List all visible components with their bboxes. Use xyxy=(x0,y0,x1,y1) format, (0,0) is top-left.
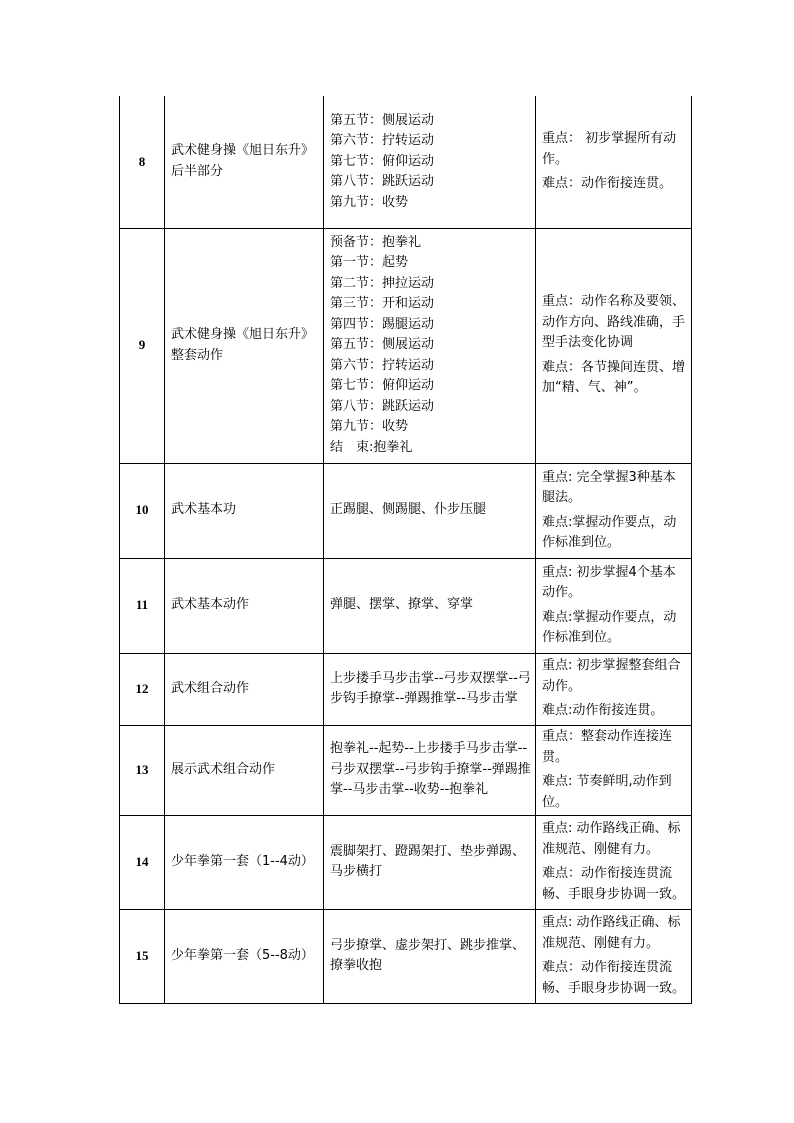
lesson-title: 武术基本动作 xyxy=(165,558,324,653)
content-line: 弹腿、摆掌、撩掌、穿掌 xyxy=(330,597,474,613)
lesson-content xyxy=(324,96,536,228)
content-line: 第七节：俯仰运动 xyxy=(330,378,435,394)
lesson-title: 展示武术组合动作 xyxy=(165,725,324,815)
content-line: 抱拳礼--起势--上步搂手马步击掌--弓步双摆掌--弓步钩手撩掌--弹踢推掌--马步击掌--收势--抱拳礼 xyxy=(330,741,531,798)
content-line: 第九节：收势 xyxy=(330,419,409,435)
lesson-number: 11 xyxy=(120,558,165,653)
content-line: 第九节：收势 xyxy=(330,194,409,210)
difficulty-point: 难点:掌握动作要点，动作标准到位。 xyxy=(542,514,677,550)
content-line: 第六节：拧转运动 xyxy=(330,133,435,148)
content-line: 震脚架打、蹬踢架打、垫步弹踢、马步横打 xyxy=(330,843,526,879)
lesson-focus xyxy=(536,96,692,228)
difficulty-point: 难点：各节操间连贯、增加“精、气、神”。 xyxy=(542,359,686,396)
key-point: 重点: 初步掌握4个基本动作。 xyxy=(542,564,676,600)
content-line: 第一节：起势 xyxy=(330,255,409,271)
key-point: 重点： 初步掌握所有动作。 xyxy=(542,131,677,167)
table-row xyxy=(120,228,692,463)
lesson-focus xyxy=(536,558,692,653)
lesson-title: 武术基本功 xyxy=(165,463,324,558)
lesson-number: 14 xyxy=(120,815,165,909)
difficulty-point: 难点: 节奏鲜明,动作到位。 xyxy=(542,774,672,810)
table-row xyxy=(120,653,692,725)
key-point: 重点: 动作路线正确、标准规范、刚健有力。 xyxy=(542,821,681,857)
lesson-title: 少年拳第一套（5--8动） xyxy=(165,909,324,1003)
difficulty-point: 难点：动作衔接连贯流畅、手眼身步协调一致。 xyxy=(542,960,686,996)
lesson-title: 武术健身操《旭日东升》后半部分 xyxy=(165,96,324,228)
lesson-title: 武术健身操《旭日东升》整套动作 xyxy=(165,228,324,463)
content-line: 第八节：跳跃运动 xyxy=(330,398,435,414)
lesson-content xyxy=(324,653,536,725)
key-point: 重点：动作名称及要领、动作方向、路线准确，手型手法变化协调 xyxy=(542,294,686,351)
lesson-focus xyxy=(536,909,692,1003)
table-row xyxy=(120,725,692,815)
content-line: 第六节：拧转运动 xyxy=(330,357,435,373)
lesson-focus xyxy=(536,463,692,558)
lesson-focus xyxy=(536,725,692,815)
content-line: 弓步撩掌、虚步架打、跳步推掌、撩拳收抱 xyxy=(330,937,526,973)
table-row xyxy=(120,96,692,228)
lesson-content xyxy=(324,725,536,815)
content-line: 第五节：侧展运动 xyxy=(330,112,435,128)
lesson-content xyxy=(324,558,536,653)
lesson-number: 8 xyxy=(120,96,165,228)
table-row xyxy=(120,815,692,909)
table-row xyxy=(120,558,692,653)
key-point: 重点：整套动作连接连贯。 xyxy=(542,729,673,765)
lesson-focus xyxy=(536,653,692,725)
table-row xyxy=(120,463,692,558)
content-line: 结 束:抱拳礼 xyxy=(330,439,413,455)
lesson-title: 武术组合动作 xyxy=(165,653,324,725)
lesson-content xyxy=(324,228,536,463)
content-line: 第二节：抻拉运动 xyxy=(330,275,435,291)
lesson-content xyxy=(324,815,536,909)
difficulty-point: 难点:动作衔接连贯。 xyxy=(542,703,664,719)
lesson-title: 少年拳第一套（1--4动） xyxy=(165,815,324,909)
content-line: 第五节：侧展运动 xyxy=(330,337,435,353)
content-line: 第三节：开和运动 xyxy=(330,296,435,312)
lesson-number: 12 xyxy=(120,653,165,725)
lesson-number: 10 xyxy=(120,463,165,558)
content-line: 第四节：踢腿运动 xyxy=(330,316,435,332)
lesson-focus xyxy=(536,228,692,463)
key-point: 重点: 动作路线正确、标准规范、刚健有力。 xyxy=(542,915,681,951)
key-point: 重点: 完全掌握3种基本腿法。 xyxy=(542,469,676,505)
content-line: 第八节：跳跃运动 xyxy=(330,174,435,189)
lesson-focus xyxy=(536,815,692,909)
content-line: 上步搂手马步击掌--弓步双摆掌--弓步钩手撩掌--弹踢推掌--马步击掌 xyxy=(330,670,531,706)
difficulty-point: 难点：动作衔接连贯流畅、手眼身步协调一致。 xyxy=(542,866,686,902)
content-line: 第七节：俯仰运动 xyxy=(330,153,435,169)
content-line: 正踢腿、侧踢腿、仆步压腿 xyxy=(330,502,487,518)
content-line: 预备节：抱拳礼 xyxy=(330,234,422,250)
table-row xyxy=(120,909,692,1003)
difficulty-point: 难点:掌握动作要点，动作标准到位。 xyxy=(542,609,677,645)
lesson-number: 13 xyxy=(120,725,165,815)
lesson-plan-table xyxy=(119,96,692,1004)
key-point: 重点: 初步掌握整套组合动作。 xyxy=(542,658,681,694)
lesson-content xyxy=(324,909,536,1003)
lesson-number: 9 xyxy=(120,228,165,463)
lesson-number: 15 xyxy=(120,909,165,1003)
lesson-content xyxy=(324,463,536,558)
difficulty-point: 难点：动作衔接连贯。 xyxy=(542,176,673,191)
